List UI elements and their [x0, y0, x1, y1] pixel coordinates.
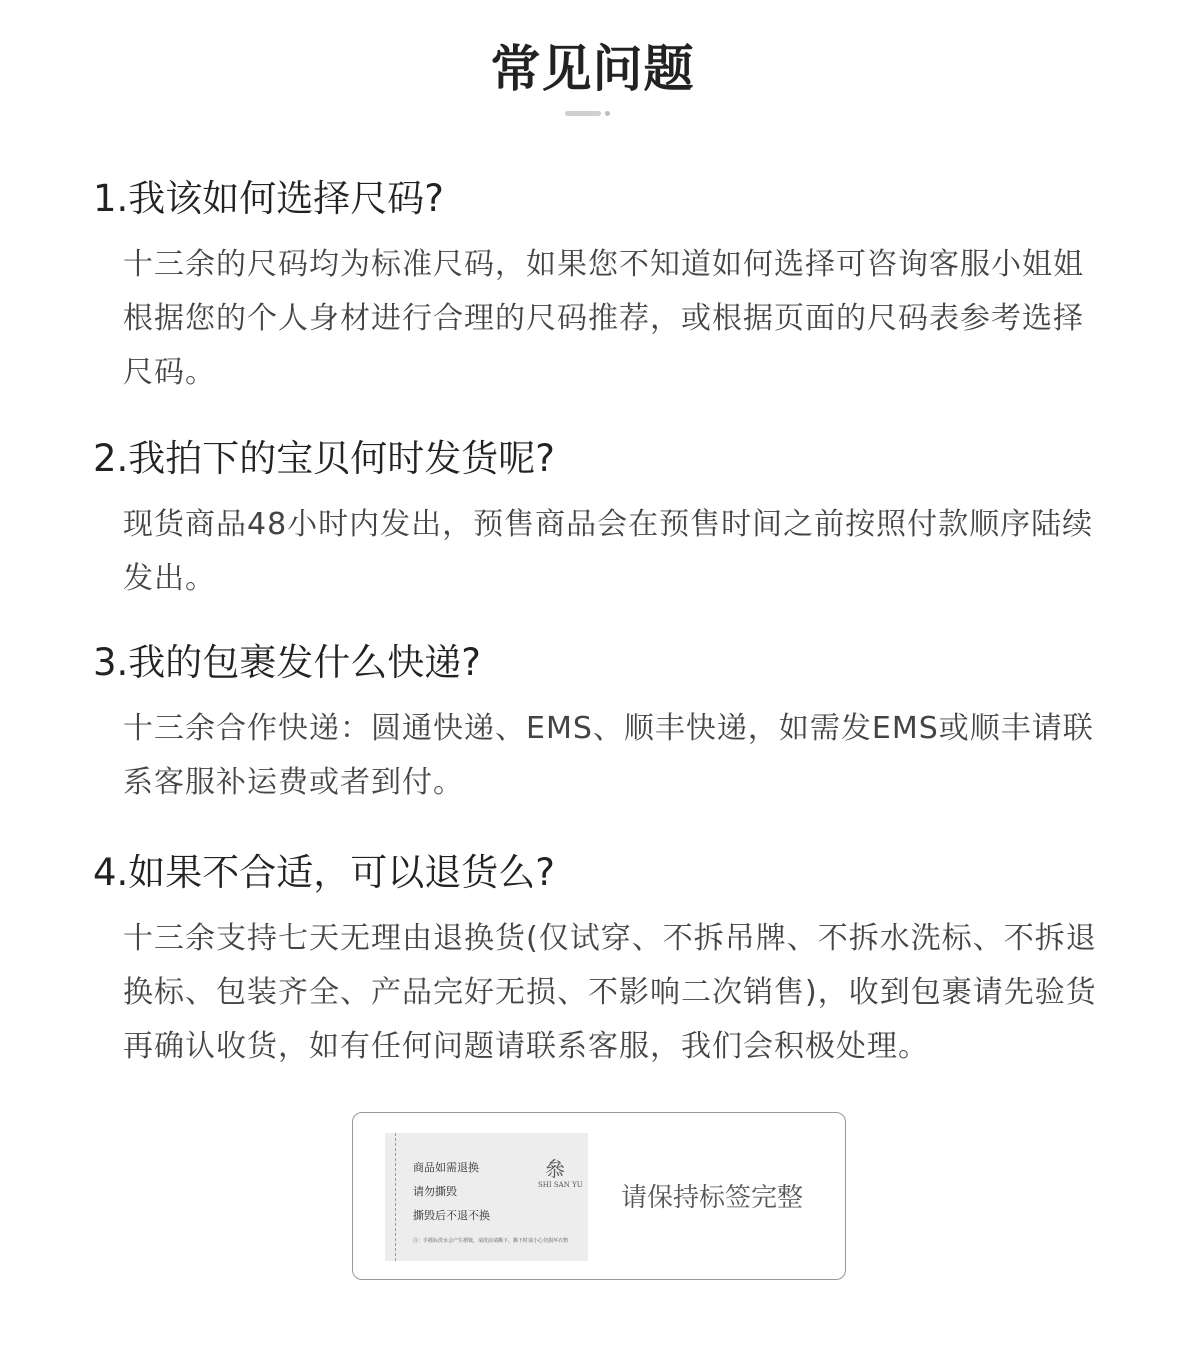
faq-question-1: 1.我该如何选择尺码? [93, 177, 444, 220]
tag-line-2: 请勿撕毁 [413, 1185, 457, 1198]
title-underline-dot [605, 111, 610, 116]
tag-line-3: 撕毁后不退不换 [413, 1209, 490, 1222]
tag-footnote: 注：手摇标洗水会产生褶皱，请洗前请撕下，撕下时请小心勿损坏衣物 [413, 1238, 569, 1244]
faq-answer-2: 现货商品48小时内发出，预售商品会在预售时间之前按照付款顺序陆续发出。 [123, 507, 1094, 596]
faq-question-3: 3.我的包裹发什么快递? [93, 641, 481, 684]
faq-answer-1: 十三余的尺码均为标准尺码，如果您不知道如何选择可咨询客服小姐姐根据您的个人身材进行合理的尺码推荐，或根据页面的尺码表参考选择尺码。 [123, 247, 1084, 390]
tag-caption: 请保持标签完整 [621, 1183, 804, 1213]
brand-logo-text: SHI SAN YU [538, 1181, 583, 1189]
faq-answer-4: 十三余支持七天无理由退换货(仅试穿、不拆吊牌、不拆水洗标、不拆退换标、包装齐全、产品完好无损、不影响二次销售)，收到包裹请先验货再确认收货，如有任何问题请联系客服，我们会积极处理。 [123, 921, 1097, 1064]
tag-line-1: 商品如需退换 [413, 1161, 479, 1174]
faq-question-4: 4.如果不合适，可以退货么? [93, 851, 555, 894]
faq-answer-3: 十三余合作快递：圆通快递、EMS、顺丰快递，如需发EMS或顺丰请联系客服补运费或者到付。 [123, 711, 1094, 800]
tag-notice-card [352, 1112, 846, 1280]
title-underline [565, 111, 601, 116]
tag-photo [385, 1133, 588, 1261]
brand-logo-icon: 叅 [545, 1157, 565, 1181]
page-title: 常见问题 [490, 40, 695, 98]
tag-perforation-line [395, 1133, 396, 1261]
faq-question-2: 2.我拍下的宝贝何时发货呢? [93, 437, 555, 480]
